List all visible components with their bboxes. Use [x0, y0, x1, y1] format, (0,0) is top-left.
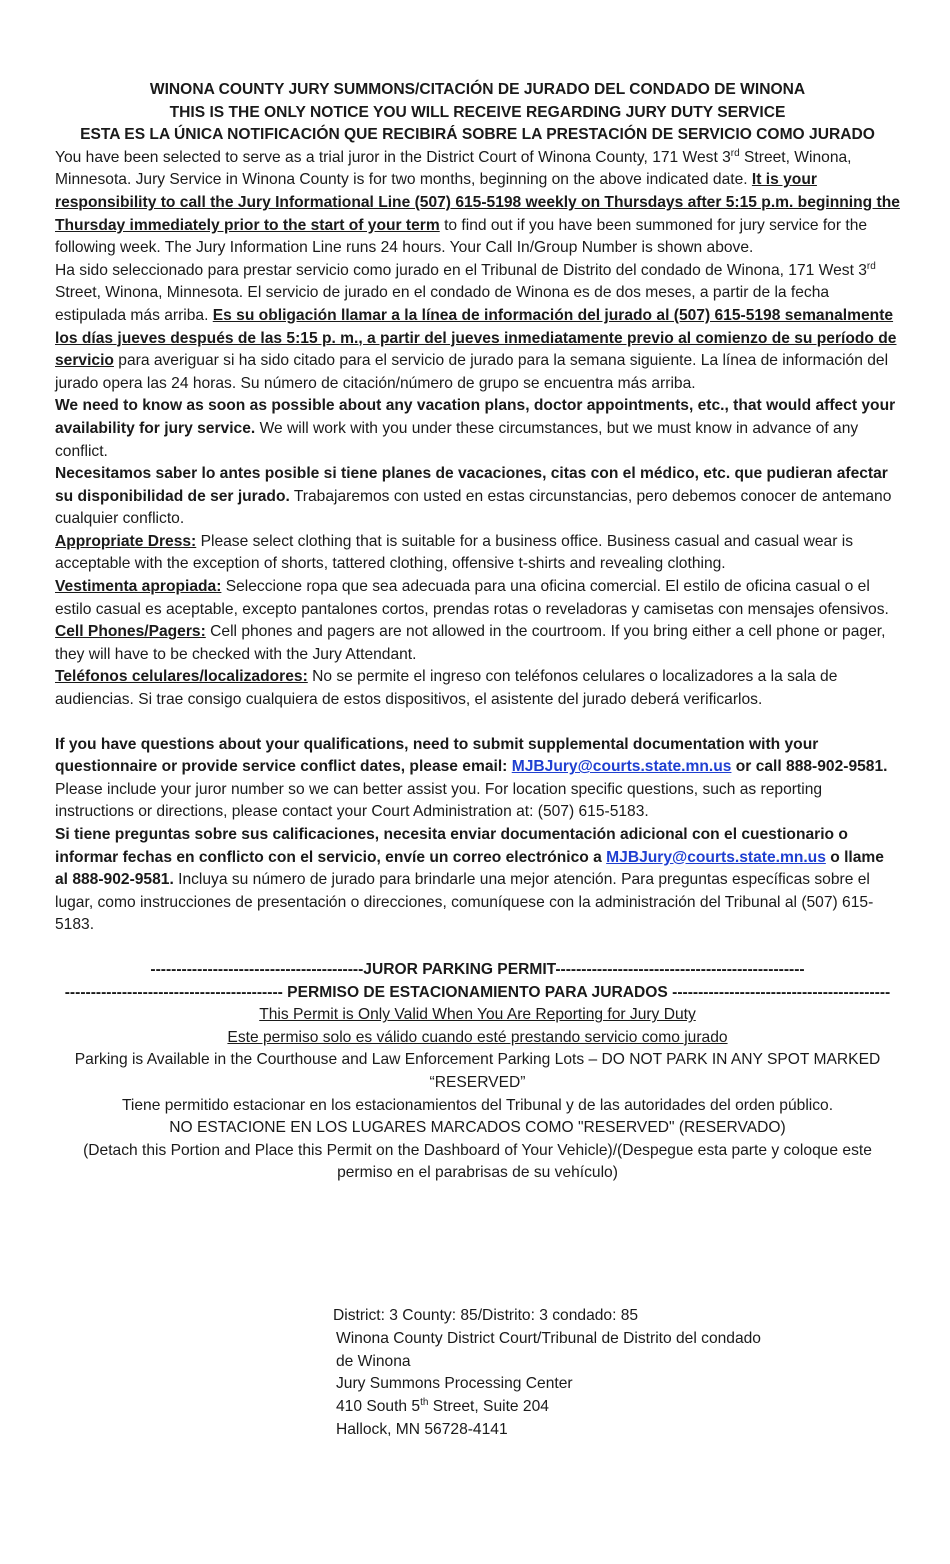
phones-label-es: Teléfonos celulares/localizadores: [55, 668, 308, 686]
title-summons: WINONA COUNTY JURY SUMMONS/CITACIÓN DE JURADO DEL CONDADO DE WINONA [149, 81, 806, 98]
availability-paragraph-es: Necesitamos saber lo antes posible si tiene planes de vacaciones, citas con el médico, etc. que pudieran afectar su disponibilidad de ser jurado. Trabajaremos con usted en estas circunstancias, pero debemos conocer de antemano cualquier conflicto. [55, 465, 892, 528]
email-link-es[interactable]: MJBJury@courts.state.mn.us [606, 848, 826, 866]
permit-detach-note: (Detach this Portion and Place this Permit on the Dashboard of Your Vehicle)/(Despegue esta parte y coloque este permiso en el parabrisas de su vehículo) [83, 1141, 872, 1182]
summons-document [55, 79, 900, 1185]
address-city: Hallock, MN 56728-4141 [336, 1420, 508, 1438]
dress-label-es: Vestimenta apropiada: [55, 578, 222, 596]
questions-paragraph-es: Si tiene preguntas sobre sus calificaciones, necesita enviar documentación adicional con el cuestionario o informar fechas en conflicto con el servicio, envíe un correo electrónico a MJBJury@courts.state.mn.us o llame al 888-902-9581. Incluya su número de jurado para brindarle una mejor atención. Para preguntas específicas sobre el lugar, como instrucciones de presentación o direcciones, comuníquese con la administración del Tribunal al (507) 615-5183. [55, 826, 884, 934]
call-instruction-es: Es su obligación llamar a la línea de información del jurado al (507) 615-5198 semanalmente los días jueves después de las 5:15 p. m., a partir del jueves inmediatamente previo al comienzo de su período de servicio [55, 306, 897, 370]
call-instruction-en: It is your responsibility to call the Jury Informational Line (507) 615-5198 weekly on Thursdays after 5:15 p.m. beginning the Thursday immediately prior to the start of your term [55, 171, 900, 234]
address-district: District: 3 County: 85/Distrito: 3 condado: 85 [333, 1307, 639, 1324]
questions-paragraph-en: If you have questions about your qualifications, need to submit supplemental documentation with your questionnaire or provide service conflict dates, please email: MJBJury@courts.state.mn.us or call 888-902-9581. Please include your juror number so we can better assist you. For location specific questions, such as reporting instructions or directions, please contact your Court Administration at: (507) 615-5183. [55, 735, 888, 821]
spacer [55, 937, 900, 959]
intro-paragraph-es: Ha sido seleccionado para prestar servicio como jurado en el Tribunal de Distrito del condado de Winona, 171 West 3rd Street, Winona, Minnesota. El servicio de jurado en el condado de Winona es de dos meses, a partir de la fecha estipulada más arriba. Es su obligación llamar a la línea de información del jurado al (507) 615-5198 semanalmente los días jueves después de las 5:15 p. m., a partir del jueves inmediatamente previo al comienzo de su período de servicio para averiguar si ha sido citado para el servicio de jurado para la semana siguiente. La línea de información del jurado opera las 24 horas. Su número de citación/número de grupo se encuentra más arriba. [55, 260, 897, 392]
intro-paragraph-en: You have been selected to serve as a trial juror in the District Court of Winona County, 171 West 3rd Street, Winona, Minnesota. Jury Service in Winona County is for two months, beginning on the above indicated date. It is your responsibility to call the Jury Informational Line (507) 615-5198 weekly on Thursdays after 5:15 p.m. beginning the Thursday immediately prior to the start of your term to find out if you have been summoned for jury service for the following week. The Jury Information Line runs 24 hours. Your Call In/Group Number is shown above. [55, 147, 900, 257]
permit-valid-en: This Permit is Only Valid When You Are Reporting for Jury Duty [259, 1006, 696, 1024]
permit-valid-es: Este permiso solo es válido cuando esté prestando servicio como jurado [227, 1028, 728, 1046]
permit-parking-es-2: NO ESTACIONE EN LOS LUGARES MARCADOS COMO "RESERVED" (RESERVADO) [169, 1119, 786, 1137]
dress-paragraph-es: Vestimenta apropiada: Seleccione ropa que sea adecuada para una oficina comercial. El estilo de oficina casual o el estilo casual es aceptable, excepto pantalones cortos, prendas rotas o reveladoras y camisetas con mensajes ofensivos. [55, 578, 889, 618]
title-only-notice-es: ESTA ES LA ÚNICA NOTIFICACIÓN QUE RECIBIRÁ SOBRE LA PRESTACIÓN DE SERVICIO COMO JURADO [80, 126, 875, 144]
phones-label-en: Cell Phones/Pagers: [55, 623, 206, 641]
phones-paragraph-en: Cell Phones/Pagers: Cell phones and pagers are not allowed in the courtroom. If you bring either a cell phone or pager, they will have to be checked with the Jury Attendant. [55, 623, 886, 663]
address-court-line1: Winona County District Court/Tribunal de Distrito del condado [336, 1329, 761, 1347]
permit-title-es: ------------------------------------------ PERMISO DE ESTACIONAMIENTO PARA JURADOS ------------------------------------------ [64, 983, 891, 1001]
permit-title-en: -----------------------------------------JUROR PARKING PERMIT------------------------------------------------ [150, 960, 805, 978]
spacer [55, 712, 900, 734]
mailing-address-block [333, 1305, 893, 1442]
permit-parking-es-1: Tiene permitido estacionar en los estacionamientos del Tribunal y de las autoridades del orden público. [121, 1096, 834, 1114]
dress-paragraph-en: Appropriate Dress: Please select clothing that is suitable for a business office. Business casual and casual wear is acceptable with the exception of shorts, tattered clothing, offensive t-shirts and revealing clothing. [55, 532, 853, 573]
availability-paragraph-en: We need to know as soon as possible about any vacation plans, doctor appointments, etc., that would affect your availability for jury service. We will work with you under these circumstances, but we must know in advance of any conflict. [55, 397, 896, 460]
address-street: 410 South 5th Street, Suite 204 [336, 1397, 549, 1416]
title-only-notice-en: THIS IS THE ONLY NOTICE YOU WILL RECEIVE REGARDING JURY DUTY SERVICE [169, 103, 786, 121]
address-court-line2: de Winona [336, 1352, 411, 1370]
dress-label-en: Appropriate Dress: [55, 532, 197, 550]
parking-permit [55, 959, 900, 1185]
address-center: Jury Summons Processing Center [336, 1375, 573, 1393]
permit-parking-en: Parking is Available in the Courthouse and Law Enforcement Parking Lots – DO NOT PARK IN ANY SPOT MARKED “RESERVED” [74, 1051, 881, 1091]
phones-paragraph-es: Teléfonos celulares/localizadores: No se permite el ingreso con teléfonos celulares o localizadores a la sala de audiencias. Si trae consigo cualquiera de estos dispositivos, el asistente del jurado deberá verificarlos. [55, 668, 838, 709]
email-link-en[interactable]: MJBJury@courts.state.mn.us [511, 758, 732, 776]
